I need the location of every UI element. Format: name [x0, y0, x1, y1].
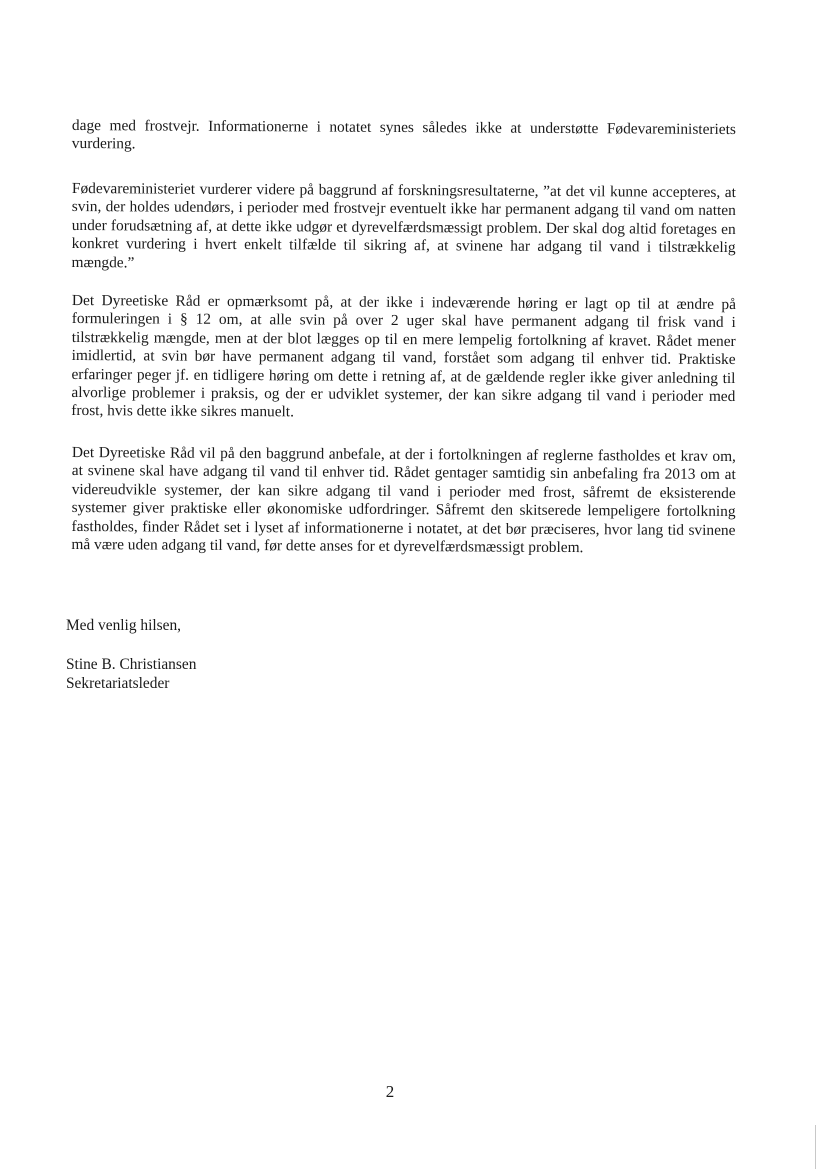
- page-number: 2: [385, 1082, 395, 1101]
- signer-title: Sekretariatsleder: [66, 675, 170, 692]
- paragraph-3: Det Dyreetiske Råd er opmærksomt på, at der ikke i indeværende høring er lagt op til at ændre på formuleringen i § 12 om, at alle svin på over 2 uger skal have permanent adgang til frisk vand i tilstrækkelig mængde, men at der blot lægges op til en mere lempelig fortolkning af kravet. Rådet mener imidlertid, at svin bør have permanent adgang til vand, forstået som adgang til enhver tid. Praktiske erfaringer peger jf. en tidligere høring om dette i retning af, at de gældende regler ikke giver anledning til alvorlige problemer i praksis, og der er udviklet systemer, der kan sikre adgang til vand i perioder med frost, hvis dette ikke sikres manuelt.: [71, 292, 736, 421]
- closing-greeting: Med venlig hilsen,: [66, 617, 181, 634]
- paragraph-1: dage med frostvejr. Informationerne i notatet synes således ikke at understøtte Fødevareministeriets vurdering.: [71, 117, 736, 153]
- scan-edge-line: [815, 1125, 816, 1169]
- signer-name: Stine B. Christiansen: [66, 656, 197, 673]
- paragraph-4: Det Dyreetiske Råd vil på den baggrund anbefale, at der i fortolkningen af reglerne fastholdes et krav om, at svinene skal have adgang til vand til enhver tid. Rådet gentager samtidig sin anbefaling fra 2013 om at videreudvikle systemer, der kan sikre adgang til vand i perioder med frost, såfremt de eksisterende systemer giver praktiske eller økonomiske udfordringer. Såfremt den skitserede lempeligere fortolkning fastholdes, finder Rådet set i lyset af informationerne i notatet, at det bør præciseres, hvor lang tid svinene må være uden adgang til vand, før dette anses for et dyrevelfærdsmæssigt problem.: [71, 444, 736, 557]
- paragraph-2: Fødevareministeriet vurderer videre på baggrund af forskningsresultaterne, ”at det vil kunne accepteres, at svin, der holdes udendørs, i perioder med frostvejr eventuelt ikke har permanent adgang til vand om natten under forudsætning af, at dette ikke udgør et dyrevelfærdsmæssigt problem. Der skal dog altid foretages en konkret vurdering i hvert enkelt tilfælde til sikring af, at svinene har adgang til vand i tilstrækkelig mængde.”: [71, 180, 736, 272]
